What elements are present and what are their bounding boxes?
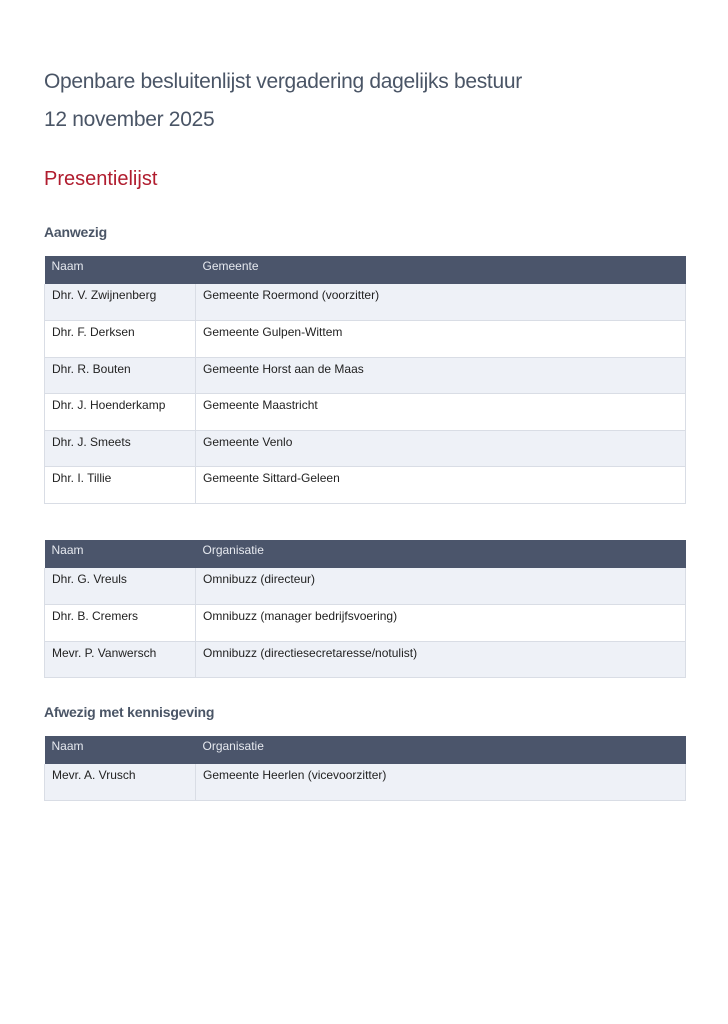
table-header-row: [45, 540, 686, 568]
column-header-naam: Naam: [45, 736, 196, 764]
cell-naam: Mevr. A. Vrusch: [45, 764, 196, 801]
subheading-aanwezig: Aanwezig: [44, 224, 107, 240]
cell-naam: Dhr. J. Smeets: [45, 430, 196, 467]
cell-gemeente: Gemeente Roermond (voorzitter): [196, 284, 686, 321]
table-aanwezig-gemeenten: [44, 256, 686, 504]
cell-gemeente: Gemeente Horst aan de Maas: [196, 357, 686, 394]
subheading-afwezig: Afwezig met kennisgeving: [44, 704, 215, 720]
cell-organisatie: Omnibuzz (manager bedrijfsvoering): [196, 605, 686, 642]
cell-organisatie: Gemeente Heerlen (vicevoorzitter): [196, 764, 686, 801]
cell-naam: Dhr. B. Cremers: [45, 605, 196, 642]
cell-gemeente: Gemeente Venlo: [196, 430, 686, 467]
cell-naam: Dhr. F. Derksen: [45, 321, 196, 358]
cell-organisatie: Omnibuzz (directiesecretaresse/notulist): [196, 641, 686, 678]
cell-gemeente: Gemeente Gulpen-Wittem: [196, 321, 686, 358]
document-date: 12 november 2025: [44, 108, 215, 131]
table-row: [45, 568, 686, 605]
cell-organisatie: Omnibuzz (directeur): [196, 568, 686, 605]
cell-gemeente: Gemeente Sittard-Geleen: [196, 467, 686, 504]
table-afwezig: [44, 736, 686, 801]
section-heading-presentielijst: Presentielijst: [44, 168, 158, 190]
column-header-organisatie: Organisatie: [196, 736, 686, 764]
cell-gemeente: Gemeente Maastricht: [196, 394, 686, 431]
cell-naam: Dhr. G. Vreuls: [45, 568, 196, 605]
document-title: Openbare besluitenlijst vergadering dagelijks bestuur: [44, 70, 522, 93]
column-header-naam: Naam: [45, 540, 196, 568]
cell-naam: Dhr. J. Hoenderkamp: [45, 394, 196, 431]
cell-naam: Dhr. I. Tillie: [45, 467, 196, 504]
table-row: [45, 321, 686, 358]
column-header-naam: Naam: [45, 256, 196, 284]
table-row: [45, 430, 686, 467]
table-row: [45, 394, 686, 431]
table-row: [45, 467, 686, 504]
table-row: [45, 641, 686, 678]
table-row: [45, 357, 686, 394]
cell-naam: Mevr. P. Vanwersch: [45, 641, 196, 678]
table-row: [45, 764, 686, 801]
cell-naam: Dhr. R. Bouten: [45, 357, 196, 394]
cell-naam: Dhr. V. Zwijnenberg: [45, 284, 196, 321]
column-header-gemeente: Gemeente: [196, 256, 686, 284]
table-header-row: [45, 736, 686, 764]
table-aanwezig-organisatie: [44, 540, 686, 678]
column-header-organisatie: Organisatie: [196, 540, 686, 568]
table-header-row: [45, 256, 686, 284]
table-row: [45, 605, 686, 642]
table-row: [45, 284, 686, 321]
